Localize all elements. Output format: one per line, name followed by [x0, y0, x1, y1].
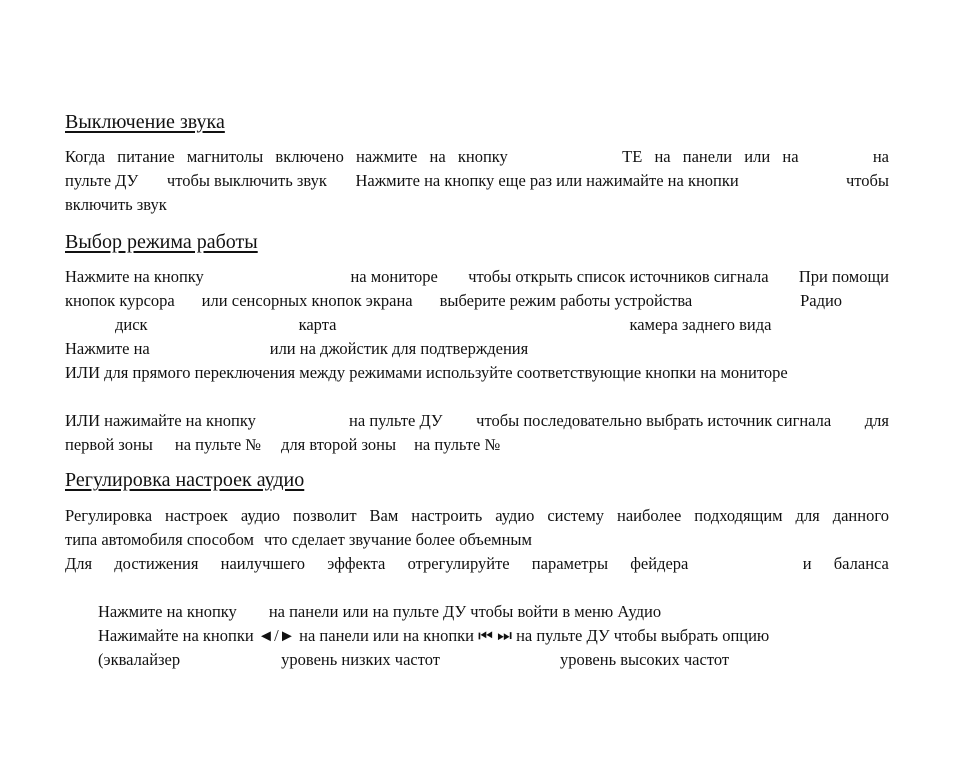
paragraph-line — [65, 337, 889, 361]
word: аудио — [240, 506, 281, 525]
text-run: Радио — [800, 291, 843, 310]
paragraph-line — [65, 433, 889, 457]
text-run: (эквалайзер — [98, 650, 181, 669]
word: настроить — [411, 506, 483, 525]
text-run: пульте ДУ — [65, 171, 139, 190]
word: наиболее — [616, 506, 682, 525]
paragraph-line — [65, 169, 889, 193]
text-run: Нажмите на кнопку — [65, 267, 204, 286]
word: систему — [547, 506, 605, 525]
word: на — [872, 147, 889, 166]
word: магнитолы — [186, 147, 264, 166]
paragraph-line — [65, 528, 889, 552]
text-run: чтобы открыть список источников сигнала — [468, 267, 769, 286]
section-heading-mute: Выключение звука — [65, 111, 225, 133]
text-run: При помощи — [798, 267, 889, 286]
paragraph-line — [65, 552, 889, 576]
section-heading-mode: Выбор режима работы — [65, 231, 258, 253]
text-run: или сенсорных кнопок экрана — [201, 291, 413, 310]
word: на — [782, 147, 799, 166]
word: параметры — [531, 554, 609, 573]
word: Регулировка — [65, 506, 153, 525]
text-run: ИЛИ для прямого переключения между режимами используйте соответствующие кнопки на мониторе — [65, 363, 788, 382]
list-line — [98, 624, 868, 648]
text-run: ИЛИ нажимайте на кнопку — [65, 411, 256, 430]
paragraph-line — [65, 313, 889, 337]
word: для — [795, 506, 820, 525]
text-run: чтобы последовательно выбрать источник сигнала — [476, 411, 832, 430]
text-run: Нажмите на — [65, 339, 150, 358]
word: позволит — [293, 506, 357, 525]
text-run: уровень низких частот — [281, 650, 440, 669]
text-run: диск — [115, 315, 148, 334]
text-run: чтобы выключить звук — [166, 171, 327, 190]
word: и — [802, 554, 812, 573]
text-run: на пульте ДУ — [349, 411, 443, 430]
text-run: чтобы — [845, 171, 889, 190]
text-run: выберите режим работы устройства — [439, 291, 693, 310]
word: питание — [117, 147, 175, 166]
section-heading-audio: Регулировка настроек аудио — [65, 469, 305, 491]
word: включено — [275, 147, 344, 166]
text-run: для — [864, 411, 889, 430]
word: отрегулируйте — [407, 554, 510, 573]
word: Когда — [65, 147, 106, 166]
text-run: для второй зоны — [281, 435, 397, 454]
word: нажмите — [356, 147, 418, 166]
text-run: на пульте № — [414, 435, 501, 454]
text-run: на пульте № — [174, 435, 262, 454]
paragraph-line — [65, 504, 889, 528]
paragraph-line — [65, 409, 889, 433]
text-run: включить звук — [65, 195, 167, 214]
text-run: типа автомобиля способом — [65, 530, 254, 549]
word: на — [429, 147, 446, 166]
word: на — [654, 147, 671, 166]
word: наилучшего — [220, 554, 306, 573]
word: достижения — [114, 554, 199, 573]
text-run: камера заднего вида — [629, 315, 772, 334]
word: панели — [682, 147, 733, 166]
word: эффекта — [327, 554, 386, 573]
paragraph-line — [65, 289, 889, 313]
word: подходящим — [694, 506, 783, 525]
word: данного — [832, 506, 889, 525]
text-run: Нажмите на кнопку — [98, 602, 237, 621]
list-line — [98, 600, 868, 624]
paragraph-line — [65, 361, 889, 385]
word: аудио — [495, 506, 535, 525]
text-run: первой зоны — [65, 435, 153, 454]
text-run: на мониторе — [350, 267, 438, 286]
list-line — [98, 648, 868, 672]
text-run: на панели или на пульте ДУ чтобы войти в меню Аудио — [268, 602, 662, 621]
paragraph-line — [65, 193, 889, 217]
text-run: Нажимайте на кнопки ◄/► на панели или на кнопки ⏮ ⏭ на пульте ДУ чтобы выбрать опцию — [98, 626, 770, 645]
word: Для — [65, 554, 93, 573]
word: настроек — [164, 506, 228, 525]
word: Вам — [369, 506, 399, 525]
paragraph-line — [65, 265, 889, 289]
word: баланса — [833, 554, 889, 573]
word: или — [744, 147, 771, 166]
word: кнопку — [457, 147, 508, 166]
text-run: что сделает звучание более объемным — [263, 530, 532, 549]
text-run: уровень высоких частот — [559, 650, 730, 669]
text-run: или на джойстик для подтверждения — [269, 339, 529, 358]
text-run: карта — [298, 315, 337, 334]
text-run: Нажмите на кнопку еще раз или нажимайте на кнопки — [355, 171, 739, 190]
text-run: кнопок курсора — [65, 291, 175, 310]
paragraph-line — [65, 145, 889, 169]
word: фейдера — [630, 554, 689, 573]
word: TE — [622, 147, 643, 166]
